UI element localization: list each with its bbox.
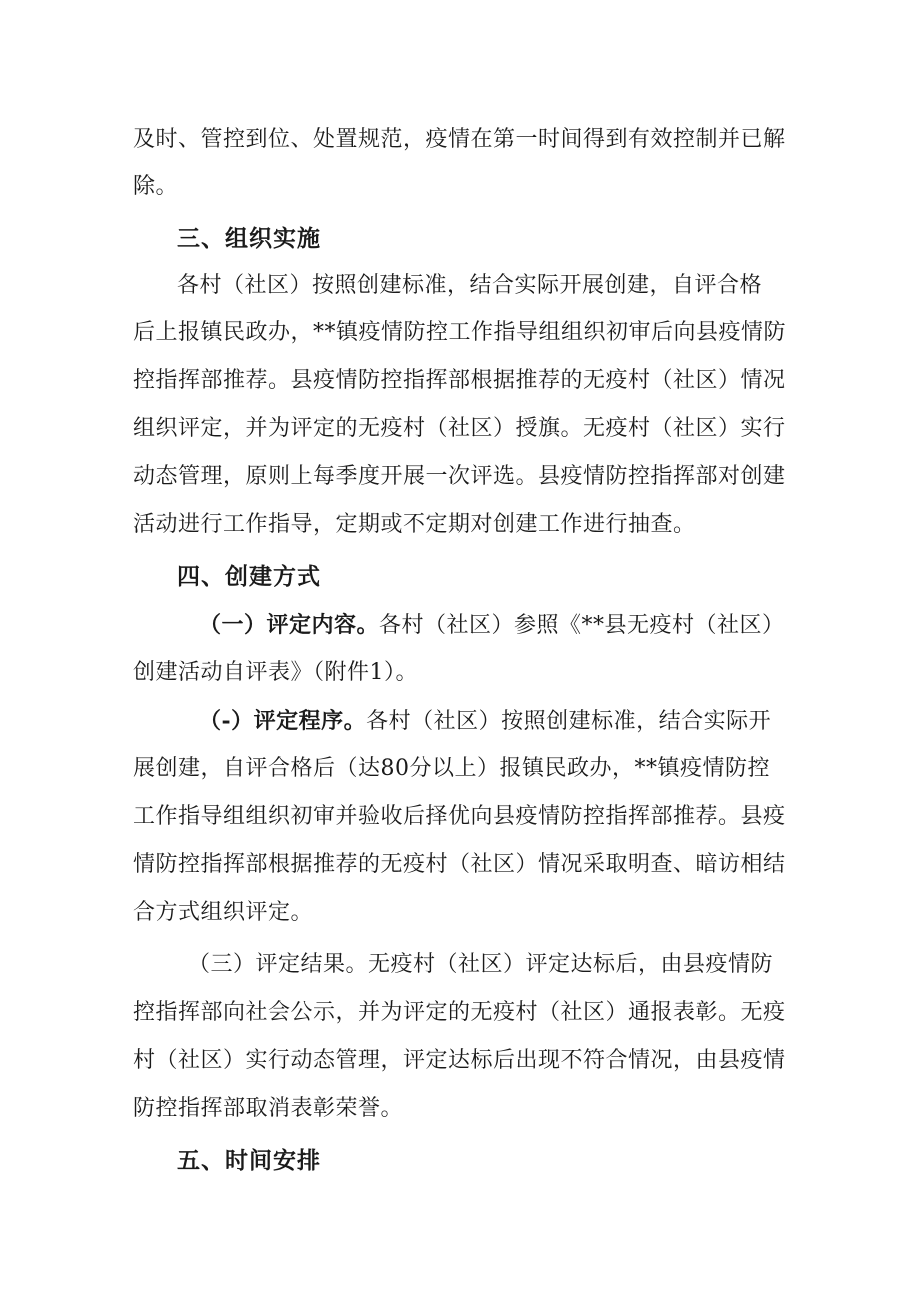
section-heading-5: 五、时间安排 — [177, 1148, 321, 1174]
item-label: （一）评定内容。 — [199, 612, 380, 638]
item-text: 各村（社区）按照创建标准，结合实际开 — [366, 709, 772, 734]
paragraph-line: 合方式组织评定。 — [133, 900, 314, 925]
paragraph-line: 控指挥部推荐。县疫情防控指挥部根据推荐的无疫村（社区）情况 — [133, 368, 786, 393]
item-line — [0, 610, 920, 641]
paragraph-line: 活动进行工作指导，定期或不定期对创建工作进行抽查。 — [133, 512, 696, 537]
paragraph-line: 创建活动自评表》（附件1）。 — [133, 660, 418, 685]
paragraph-line: 及时、管控到位、处置规范，疫情在第一时间得到有效控制并已解 — [133, 127, 786, 152]
paragraph-line: 展创建，自评合格后（达80分以上）报镇民政办，**镇疫情防控 — [133, 756, 770, 781]
paragraph-line: （三）评定结果。无疫村（社区）评定达标后，由县疫情防 — [188, 952, 774, 977]
paragraph-line: 村（社区）实行动态管理，评定达标后出现不符合情况，由县疫情 — [133, 1048, 786, 1073]
item-line — [0, 706, 920, 737]
paragraph-line: 后上报镇民政办，**镇疫情防控工作指导组组织初审后向县疫情防 — [133, 320, 787, 345]
paragraph-line: 组织评定，并为评定的无疫村（社区）授旗。无疫村（社区）实行 — [133, 416, 786, 441]
paragraph-line: 防控指挥部取消表彰荣誉。 — [133, 1096, 404, 1121]
item-text: 各村（社区）参照《**县无疫村（社区） — [379, 613, 785, 638]
section-heading-4: 四、创建方式 — [177, 564, 321, 590]
paragraph-line: 情防控指挥部根据推荐的无疫村（社区）情况采取明查、暗访相结 — [133, 852, 786, 877]
section-heading-3: 三、组织实施 — [177, 226, 321, 252]
paragraph-line: 各村（社区）按照创建标准，结合实际开展创建，自评合格 — [177, 273, 763, 298]
paragraph-line: 工作指导组组织初审并验收后择优向县疫情防控指挥部推荐。县疫 — [133, 804, 786, 829]
paragraph-line: 除。 — [133, 174, 179, 199]
item-label: （-）评定程序。 — [199, 708, 367, 734]
paragraph-line: 动态管理，原则上每季度开展一次评选。县疫情防控指挥部对创建 — [133, 464, 786, 489]
paragraph-line: 控指挥部向社会公示，并为评定的无疫村（社区）通报表彰。无疫 — [133, 1000, 786, 1025]
